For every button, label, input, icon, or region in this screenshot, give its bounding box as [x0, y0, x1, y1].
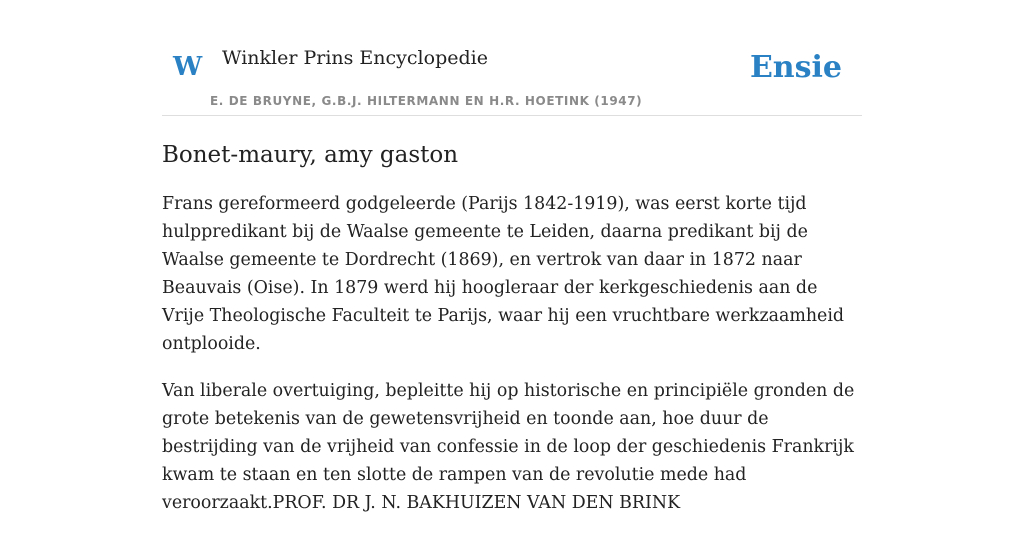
- header: [162, 0, 862, 116]
- entry-title: Bonet-maury, amy gaston: [162, 142, 459, 168]
- encyclopedia-authors: E. DE BRUYNE, G.B.J. HILTERMANN EN H.R. HOETINK (1947): [210, 94, 643, 108]
- entry-body: [162, 190, 862, 517]
- winkler-prins-logo-icon[interactable]: W: [173, 52, 203, 82]
- entry-paragraph: Van liberale overtuiging, bepleitte hij op historische en principiële gronden de grote betekenis van de gewetensvrijheid en toonde aan, hoe duur de bestrijding van de vrijheid van confessie in de loop der geschiedenis Frankrijk kwam te staan en ten slotte de rampen van de revolutie mede had veroorzaakt.PROF. DR J. N. BAKHUIZEN VAN DEN BRINK: [162, 381, 855, 513]
- encyclopedia-title: Winkler Prins Encyclopedie: [222, 47, 488, 69]
- ensie-logo[interactable]: Ensie: [749, 50, 842, 85]
- entry-paragraph: Frans gereformeerd godgeleerde (Parijs 1842-1919), was eerst korte tijd hulppredikant bij de Waalse gemeente te Leiden, daarna predikant bij de Waalse gemeente te Dordrecht (1869), en vertrok van daar in 1872 naar Beauvais (Oise). In 1879 werd hij hoogleraar der kerkgeschiedenis aan de Vrije Theologische Faculteit te Parijs, waar hij een vruchtbare werkzaamheid ontplooide.: [162, 194, 845, 354]
- article-card: [162, 0, 862, 536]
